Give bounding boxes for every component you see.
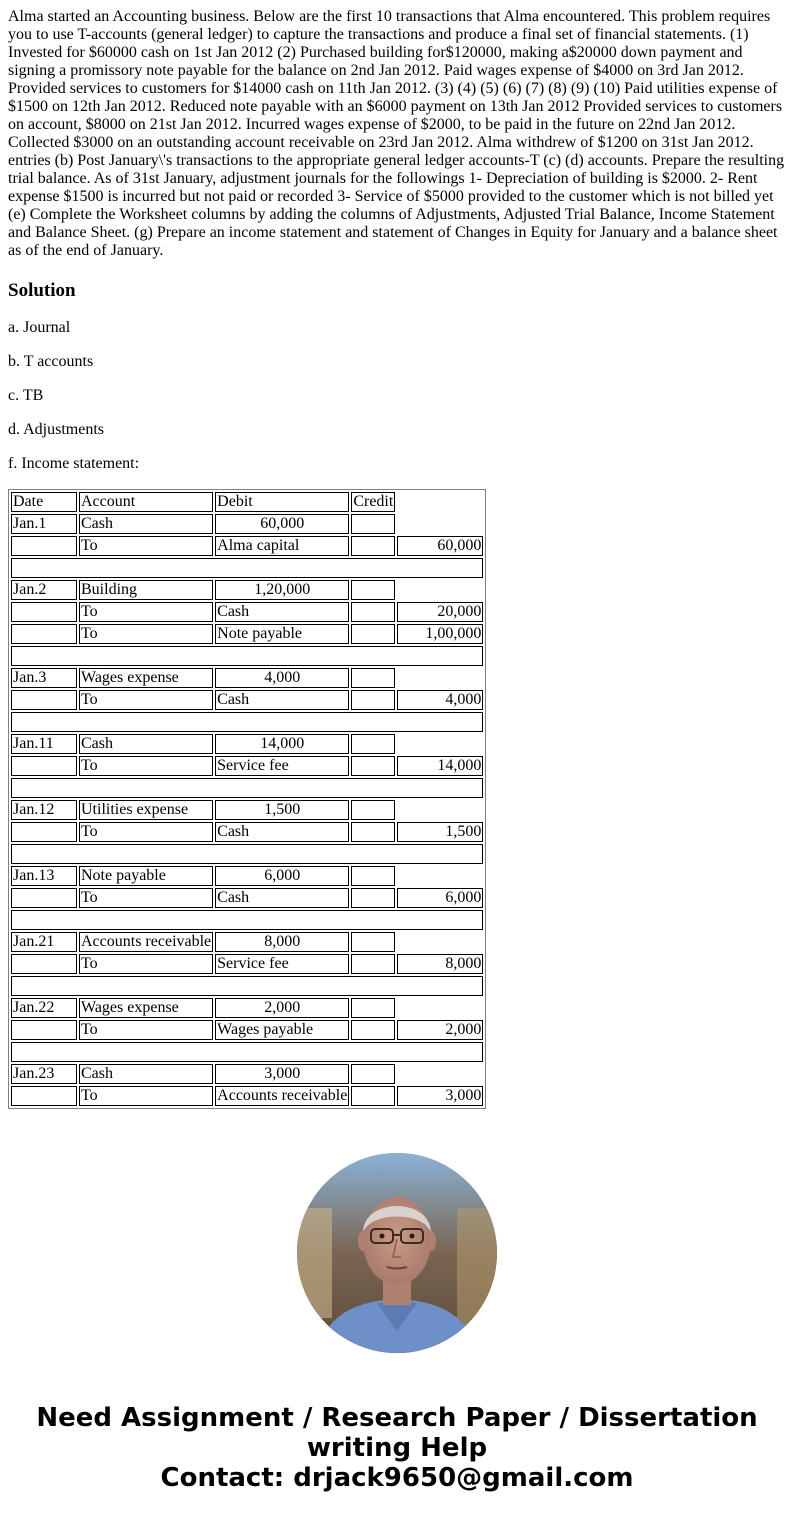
- entry-blank: [11, 602, 77, 622]
- entry-blank: [11, 822, 77, 842]
- entry-credit-amount: 14,000: [397, 756, 483, 776]
- entry-blank: [11, 624, 77, 644]
- entry-debit-amount: 6,000: [215, 866, 349, 886]
- table-row: [11, 1020, 483, 1040]
- table-row: [11, 866, 483, 886]
- entry-credit-account: Wages payable: [215, 1020, 349, 1040]
- entry-blank: [351, 1086, 395, 1106]
- entry-debit-amount: 3,000: [215, 1064, 349, 1084]
- entry-credit-account: Cash: [215, 602, 349, 622]
- separator-cell: [11, 558, 483, 578]
- entry-to: To: [79, 888, 213, 908]
- entry-blank: [351, 514, 395, 534]
- entry-blank: [397, 800, 483, 820]
- entry-blank: [11, 954, 77, 974]
- footer-contact: Contact: drjack9650@gmail.com: [160, 1463, 634, 1493]
- entry-debit-amount: 14,000: [215, 734, 349, 754]
- entry-credit-account: Service fee: [215, 756, 349, 776]
- table-row: [11, 1064, 483, 1084]
- entry-blank: [11, 1086, 77, 1106]
- entry-blank: [11, 888, 77, 908]
- entry-blank: [351, 998, 395, 1018]
- entry-blank: [11, 756, 77, 776]
- table-row: [11, 624, 483, 644]
- table-row: [11, 514, 483, 534]
- table-row: [11, 602, 483, 622]
- row-separator: [11, 976, 483, 996]
- entry-blank: [351, 1020, 395, 1040]
- entry-credit-amount: 6,000: [397, 888, 483, 908]
- entry-debit-account: Cash: [79, 734, 213, 754]
- entry-credit-amount: 20,000: [397, 602, 483, 622]
- entry-blank: [351, 624, 395, 644]
- entry-to: To: [79, 624, 213, 644]
- table-row: [11, 888, 483, 908]
- table-row: [11, 536, 483, 556]
- footer-banner: [0, 1403, 794, 1493]
- solution-income-statement-label: f. Income statement:: [8, 455, 140, 472]
- entry-to: To: [79, 954, 213, 974]
- entry-credit-amount: 8,000: [397, 954, 483, 974]
- entry-date: Jan.3: [11, 668, 77, 688]
- entry-blank: [351, 932, 395, 952]
- row-separator: [11, 844, 483, 864]
- entry-date: Jan.13: [11, 866, 77, 886]
- entry-credit-account: Service fee: [215, 954, 349, 974]
- table-row: [11, 580, 483, 600]
- table-header-row: [11, 492, 483, 512]
- entry-blank: [351, 866, 395, 886]
- entry-debit-account: Utilities expense: [79, 800, 213, 820]
- entry-date: Jan.2: [11, 580, 77, 600]
- entry-date: Jan.12: [11, 800, 77, 820]
- entry-blank: [351, 1064, 395, 1084]
- table-row: [11, 998, 483, 1018]
- entry-blank: [11, 690, 77, 710]
- entry-credit-account: Cash: [215, 690, 349, 710]
- entry-to: To: [79, 536, 213, 556]
- footer-line-2: writing Help: [306, 1433, 488, 1463]
- journal-table: [8, 489, 486, 1109]
- entry-credit-account: Note payable: [215, 624, 349, 644]
- solution-journal-label: a. Journal: [8, 319, 71, 336]
- entry-debit-account: Building: [79, 580, 213, 600]
- entry-to: To: [79, 1020, 213, 1040]
- table-row: [11, 822, 483, 842]
- entry-credit-account: Alma capital: [215, 536, 349, 556]
- entry-blank: [351, 954, 395, 974]
- table-row: [11, 690, 483, 710]
- author-avatar: [297, 1153, 497, 1353]
- entry-credit-amount: 1,500: [397, 822, 483, 842]
- separator-cell: [11, 646, 483, 666]
- row-separator: [11, 712, 483, 732]
- entry-credit-amount: 60,000: [397, 536, 483, 556]
- entry-debit-amount: 4,000: [215, 668, 349, 688]
- entry-credit-amount: 1,00,000: [397, 624, 483, 644]
- entry-blank: [351, 756, 395, 776]
- row-separator: [11, 1042, 483, 1062]
- row-separator: [11, 558, 483, 578]
- entry-date: Jan.1: [11, 514, 77, 534]
- entry-debit-amount: 60,000: [215, 514, 349, 534]
- entry-debit-amount: 1,20,000: [215, 580, 349, 600]
- table-row: [11, 1086, 483, 1106]
- row-separator: [11, 910, 483, 930]
- entry-to: To: [79, 822, 213, 842]
- entry-date: Jan.11: [11, 734, 77, 754]
- entry-blank: [397, 998, 483, 1018]
- entry-debit-account: Wages expense: [79, 998, 213, 1018]
- entry-credit-account: Cash: [215, 822, 349, 842]
- footer-line-1: Need Assignment / Research Paper / Dissertation: [36, 1403, 758, 1433]
- entry-debit-account: Cash: [79, 514, 213, 534]
- entry-blank: [397, 668, 483, 688]
- problem-text: Alma started an Accounting business. Below are the first 10 transactions that Alma encountered. This problem requires you to use T-accounts (general ledger) to capture the transactions and produce a final set of financial statements. (1) Invested for $60000 cash on 1st Jan 2012 (2) Purchased building for$120000, making a$20000 down payment and signing a promissory note payable for the balance on 2nd Jan 2012. Paid wages expense of $4000 on 3rd Jan 2012. Provided services to customers for $14000 cash on 11th Jan 2012. (3) (4) (5) (6) (7) (8) (9) (10) Paid utilities expense of $1500 on 12th Jan 2012. Reduced note payable with an $6000 payment on 13th Jan 2012 Provided services to customers on account, $8000 on 21st Jan 2012. Incurred wages expense of $2000, to be paid in the future on 22nd Jan 2012. Collected $3000 on an outstanding account receivable on 23rd Jan 2012. Alma withdrew of $1200 on 31st Jan 2012. entries (b) Post January\'s transactions to the appropriate general ledger accounts-T (c) (d) accounts. Prepare the resulting trial balance. As of 31st January, adjustment journals for the followings 1- Depreciation of building is $2000. 2- Rent expense $1500 is incurred but not paid or recorded 3- Service of $5000 provided to the customer which is not billed yet (e) Complete the Worksheet columns by adding the columns of Adjustments, Adjusted Trial Balance, Income Statement and Balance Sheet. (g) Prepare an income statement and statement of Changes in Equity for January and a balance sheet as of the end of January.: [8, 8, 785, 259]
- entry-blank: [351, 822, 395, 842]
- solution-t-accounts-label: b. T accounts: [8, 353, 94, 370]
- entry-blank: [397, 580, 483, 600]
- entry-blank: [397, 1064, 483, 1084]
- table-row: [11, 668, 483, 688]
- entry-blank: [11, 536, 77, 556]
- row-separator: [11, 778, 483, 798]
- table-row: [11, 734, 483, 754]
- solution-adjustments-label: d. Adjustments: [8, 421, 105, 438]
- separator-cell: [11, 910, 483, 930]
- separator-cell: [11, 1042, 483, 1062]
- entry-debit-amount: 1,500: [215, 800, 349, 820]
- entry-debit-account: Note payable: [79, 866, 213, 886]
- separator-cell: [11, 778, 483, 798]
- author-portrait-image: [297, 1153, 497, 1353]
- entry-credit-account: Accounts receivable: [217, 1087, 348, 1104]
- entry-date: Jan.21: [11, 932, 77, 952]
- entry-credit-account: Cash: [215, 888, 349, 908]
- table-row: [11, 800, 483, 820]
- entry-credit-amount: 3,000: [397, 1086, 483, 1106]
- entry-credit-amount: 2,000: [397, 1020, 483, 1040]
- header-debit: Debit: [215, 492, 349, 512]
- entry-date: Jan.23: [11, 1064, 77, 1084]
- entry-blank: [351, 602, 395, 622]
- entry-blank: [351, 800, 395, 820]
- table-row: [11, 756, 483, 776]
- entry-blank: [351, 734, 395, 754]
- header-date: Date: [11, 492, 77, 512]
- entry-blank: [397, 514, 483, 534]
- entry-to: To: [79, 690, 213, 710]
- entry-blank: [397, 866, 483, 886]
- entry-debit-amount: 8,000: [215, 932, 349, 952]
- table-row: [11, 932, 483, 952]
- row-separator: [11, 646, 483, 666]
- entry-blank: [351, 580, 395, 600]
- entry-to: To: [79, 1086, 213, 1106]
- solution-tb-label: c. TB: [8, 387, 44, 404]
- entry-debit-amount: 2,000: [215, 998, 349, 1018]
- entry-to: To: [79, 756, 213, 776]
- table-row: [11, 954, 483, 974]
- entry-to: To: [79, 602, 213, 622]
- entry-blank: [351, 690, 395, 710]
- entry-debit-account: Cash: [79, 1064, 213, 1084]
- separator-cell: [11, 976, 483, 996]
- entry-blank: [11, 1020, 77, 1040]
- solution-heading: Solution: [8, 280, 76, 301]
- entry-debit-account: Wages expense: [79, 668, 213, 688]
- header-blank: [397, 492, 483, 512]
- header-credit: Credit: [353, 493, 394, 510]
- entry-debit-account: Accounts receivable: [81, 933, 212, 950]
- entry-date: Jan.22: [11, 998, 77, 1018]
- separator-cell: [11, 712, 483, 732]
- entry-blank: [351, 536, 395, 556]
- entry-blank: [397, 734, 483, 754]
- entry-credit-amount: 4,000: [397, 690, 483, 710]
- entry-blank: [397, 932, 483, 952]
- entry-blank: [351, 668, 395, 688]
- header-account: Account: [79, 492, 213, 512]
- entry-blank: [351, 888, 395, 908]
- separator-cell: [11, 844, 483, 864]
